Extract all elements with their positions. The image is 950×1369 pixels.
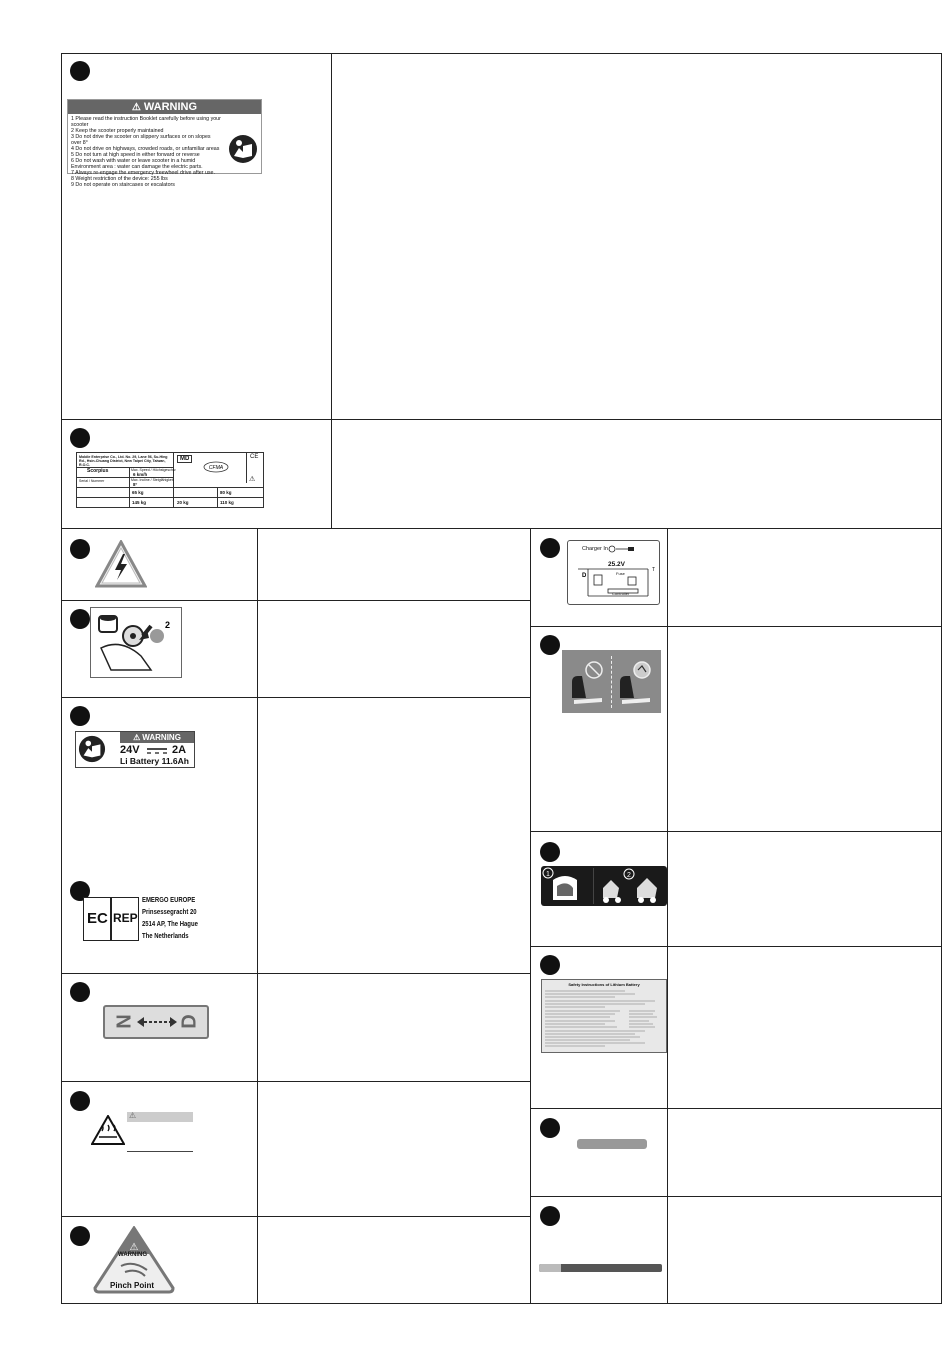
section-dot-11 [540,635,560,655]
rating-weight-3: 145 kg [132,500,147,505]
warning-triangle-icon: ⚠ [131,101,141,113]
rating-incline: 8° [133,482,138,487]
read-manual-small-icon [78,735,106,763]
divider-col-b [530,528,531,1304]
warning-label [67,99,262,188]
folding-steps-icon [541,866,667,906]
svg-text:1: 1 [546,871,550,878]
section-dot-9 [70,1226,90,1246]
rep-text: REP [113,911,138,925]
divider-row1 [61,419,942,420]
section-dot-14 [540,1118,560,1138]
divider-right-2 [530,831,942,832]
svg-text:⚠: ⚠ [129,1242,139,1253]
section-dot-4 [70,609,90,629]
section-dot-2 [70,428,90,448]
rating-weight-1: 65 kg [132,490,144,495]
rating-weight-4: 20 kg [177,500,189,505]
section-dot-5 [70,706,90,726]
frame-left [61,53,62,1304]
divider-left-4 [61,1081,531,1082]
divider-right-5 [530,1196,942,1197]
ec-text: EC [87,910,108,927]
high-voltage-icon [95,540,147,588]
rating-hazard-icon: ⚠ [249,476,256,483]
battery-type: Li Battery 11.6Ah [120,756,189,766]
warning-label-text: 1 Please read the instruction Booklet carefully before using your scooter 2 Keep the scooter properly maintained 3 Do not drive the scooter on slippery surfaces or on slopes over 8° 4 Do not drive on highways, crowded roads, or unfamiliar areas 5 Do not turn at high speed in either forward or reverse 6 Do not wash with water or leave scooter in a humid Environment area : water can damage the electric parts. 7 Always re-engage the emergency freewheel drive after use. 8 Weight restriction of the device: 255 lbs 9 Do not operate on staircases or escalators [71,116,221,188]
freewheel-d: D [178,1014,201,1029]
charger-schematic-label [567,540,660,605]
rating-weight-5: 110 kg [220,500,234,505]
divider-col-c [667,528,668,1304]
warning-label-header [68,100,261,114]
frame-top [61,53,942,54]
battery-warning-header: ⚠ WARNING [120,732,194,743]
frame-right [941,53,942,1304]
battery-warning-label [75,731,195,768]
li-battery-instructions-label [541,979,667,1053]
charger-controller: Controller [612,591,630,596]
warning-label-title: WARNING [143,101,198,113]
freewheel-n: N [111,1014,134,1029]
no-seat-icon [568,658,608,706]
divider-top-vertical [331,53,332,529]
battery-current: 2A [172,744,187,756]
rating-ce: CE [250,454,259,460]
divider-left-2 [61,697,531,698]
charger-title: Charger In [582,546,608,552]
section-dot-3 [70,539,90,559]
divider-left-3 [61,973,531,974]
section-dot-8 [70,1091,90,1111]
svg-text:D: D [582,573,587,579]
folding-instruction-label [541,866,667,906]
svg-text:2: 2 [165,620,171,630]
read-manual-icon [228,134,258,164]
frame-bottom [61,1303,942,1304]
rating-speed: 6 km/h [133,472,148,477]
battery-voltage: 24V [120,744,140,756]
dc-symbol-icon [146,748,168,754]
li-battery-title: Safety Instructions of Lithium Battery [568,982,640,987]
ec-rep-address: EMERGO EUROPE Prinsessegracht 20 2514 AP, The Hague The Netherlands [142,897,198,940]
section-dot-15 [540,1206,560,1226]
svg-text:CFMA: CFMA [208,465,224,471]
rating-incline-label: Max. Incline / Steigfähigkeit [131,478,174,482]
divider-right-1 [530,626,942,627]
divider-col-a [257,528,258,1304]
svg-text:2: 2 [627,872,631,879]
rating-model: Scorpius [87,468,109,474]
charger-fuse: Fuse [616,571,625,576]
rating-md: MD [177,455,192,463]
pinch-warning-text: WARNING [118,1252,147,1258]
seat-ok-icon [616,658,656,706]
rating-weight-2: 80 kg [220,490,232,495]
rating-manufacturer: Mobile Enterprise Co., Ltd. No. 29, Lane 56, Su-Hing Rd., Hsin-Chuang District, New Taipei City, Taiwan, R.O.C. [79,455,168,468]
cfma-logo-icon [203,461,229,473]
section-dot-13 [540,955,560,975]
section-dot-1 [70,61,90,81]
rating-speed-label: Max. Speed / Höchstgeschw. [131,468,177,472]
instruction-text-lines [545,989,663,1049]
freewheel-label [103,1005,209,1039]
seat-warning-label [562,650,661,713]
section-dot-7 [70,982,90,1002]
circuit-diagram-icon [568,541,659,604]
section-dot-10 [540,538,560,558]
divider-right-3 [530,946,942,947]
pinch-point-text: Pinch Point [110,1281,154,1290]
key-switch-label [90,607,182,678]
divider-left-5 [61,1216,531,1217]
two-tone-bar-label [539,1264,662,1272]
section-dot-12 [540,842,560,862]
ec-rep-box [83,897,139,941]
hot-surface-label-strip [127,1112,193,1122]
charger-voltage: 25.2V [608,561,625,568]
key-turn-icon [91,608,181,677]
svg-text:T: T [652,567,656,573]
hot-surface-underline [127,1151,193,1152]
rating-serial-label: Serial / Nummer [79,479,105,483]
hot-surface-icon [91,1115,125,1145]
hot-surface-warning-icon: ⚠ [129,1111,137,1120]
divider-left-1 [61,600,531,601]
battery-warning-triangle-icon: ⚠ [133,733,141,742]
double-arrow-icon [137,1016,177,1028]
rating-label [76,452,264,508]
divider-row2 [61,528,942,529]
divider-right-4 [530,1108,942,1109]
gray-bar-label [577,1139,647,1149]
